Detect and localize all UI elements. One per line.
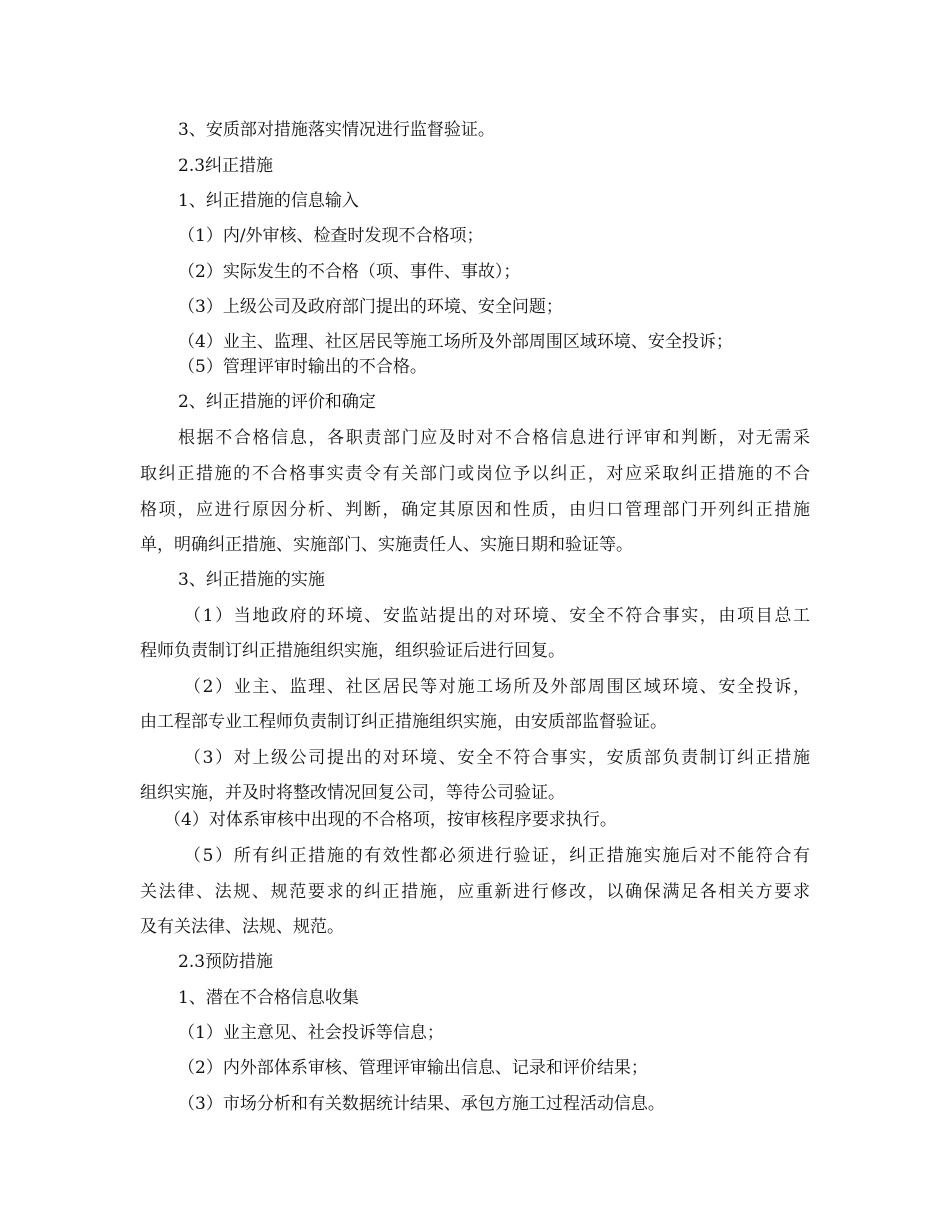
section-heading: 2.3纠正措施 (178, 156, 274, 176)
list-item: （3）上级公司及政府部门提出的环境、安全问题； (178, 297, 563, 317)
subsection-heading: 3、纠正措施的实施 (178, 570, 325, 590)
list-item: （2）内外部体系审核、管理评审输出信息、记录和评价结果； (178, 1058, 648, 1078)
list-item: （4）业主、监理、社区居民等施工场所及外部周围区域环境、安全投诉； (178, 332, 733, 352)
subsection-heading: 1、纠正措施的信息输入 (178, 191, 359, 211)
paragraph-line: 由工程部专业工程师负责制订纠正措施组织实施，由安质部监督验证。 (140, 712, 667, 732)
paragraph-line: 及有关法律、法规、规范。 (140, 917, 344, 937)
paragraph-line: 格项，应进行原因分析、判断，确定其原因和性质，由归口管理部门开列纠正措施 (140, 500, 810, 520)
section-heading: 2.3预防措施 (178, 952, 274, 972)
paragraph-line: 根据不合格信息，各职责部门应及时对不合格信息进行评审和判断，对无需采 (178, 428, 810, 448)
list-item: （4）对体系审核中出现的不合格项，按审核程序要求执行。 (164, 810, 617, 830)
paragraph-line: （1）当地政府的环境、安监站提出的对环境、安全不符合事实，由项目总工 (184, 606, 810, 626)
paragraph-line: 组织实施，并及时将整改情况回复公司，等待公司验证。 (140, 783, 565, 803)
paragraph-line: 关法律、法规、规范要求的纠正措施，应重新进行修改，以确保满足各相关方要求 (140, 882, 810, 902)
subsection-heading: 1、潜在不合格信息收集 (178, 988, 359, 1008)
paragraph-line: 3、安质部对措施落实情况进行监督验证。 (178, 120, 495, 140)
paragraph-line: 取纠正措施的不合格事实责令有关部门或岗位予以纠正，对应采取纠正措施的不合 (140, 464, 810, 484)
paragraph-line: 单，明确纠正措施、实施部门、实施责任人、实施日期和验证等。 (140, 535, 633, 555)
paragraph-line: 程师负责制订纠正措施组织实施，组织验证后进行回复。 (140, 641, 565, 661)
list-item: （1）业主意见、社会投诉等信息； (178, 1023, 444, 1043)
list-item: （5）管理评审时输出的不合格。 (178, 357, 427, 377)
list-item: （3）市场分析和有关数据统计结果、承包方施工过程活动信息。 (178, 1094, 665, 1114)
paragraph-line: （2）业主、监理、社区居民等对施工场所及外部周围区域环境、安全投诉， (184, 677, 810, 697)
list-item: （1）内/外审核、检查时发现不合格项； (178, 226, 484, 246)
paragraph-line: （5）所有纠正措施的有效性都必须进行验证，纠正措施实施后对不能符合有 (184, 846, 810, 866)
list-item: （2）实际发生的不合格（项、事件、事故）； (178, 262, 521, 282)
subsection-heading: 2、纠正措施的评价和确定 (178, 392, 376, 412)
paragraph-line: （3）对上级公司提出的对环境、安全不符合事实，安质部负责制订纠正措施 (184, 748, 810, 768)
